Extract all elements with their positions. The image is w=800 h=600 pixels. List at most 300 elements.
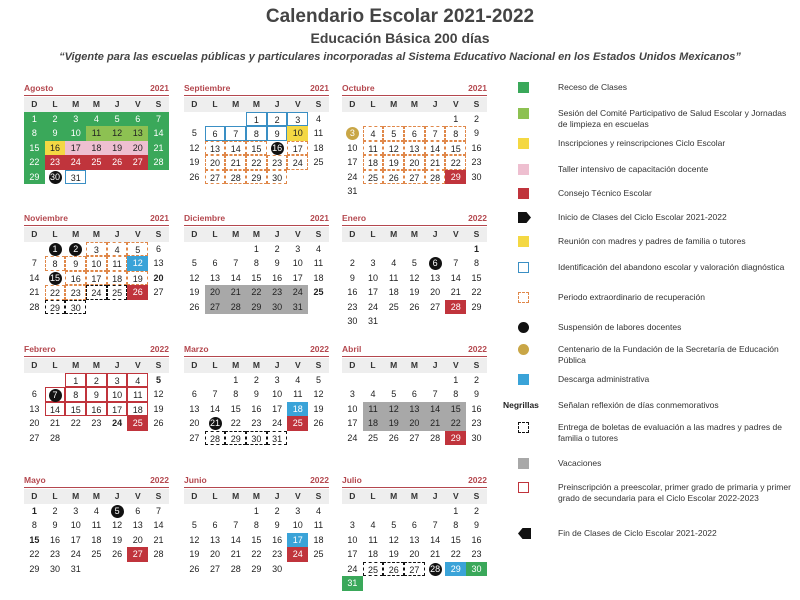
weekday-header: J [107, 97, 128, 112]
day-cell: 16 [347, 287, 358, 297]
day-cell: 22 [445, 416, 466, 431]
day-cell: 27 [127, 547, 148, 562]
month-year: 2021 [150, 83, 169, 93]
day-cell: 9 [473, 520, 479, 530]
empty-day [404, 373, 425, 388]
empty-day [45, 373, 66, 388]
day-cell [267, 141, 288, 156]
day-cell: 12 [127, 256, 148, 271]
month-days [24, 489, 169, 576]
legend-label: Reunión con madres y padres de familia o tutores [558, 236, 746, 246]
legend-label: Centenario de la Fundación de la Secretaría de Educación Pública [558, 344, 779, 365]
day-cell: 11 [389, 272, 399, 283]
month-name: Junio [184, 475, 207, 485]
day-cell: 30 [246, 431, 267, 446]
weekday-header: M [86, 489, 107, 504]
day-cell: 21 [425, 416, 446, 431]
weekday-header: D [342, 489, 363, 504]
month-name: Enero [342, 213, 367, 223]
day-cell: 22 [246, 155, 267, 170]
legend-swatch [518, 458, 529, 469]
day-cell: 3 [349, 389, 355, 399]
day-cell: 5 [191, 128, 197, 138]
day-cell: 6 [404, 126, 425, 141]
day-cell: 26 [189, 171, 200, 182]
month-name: Febrero [24, 344, 56, 354]
weekday-header: L [205, 227, 226, 242]
month-year: 2022 [310, 475, 329, 485]
day-cell: 31 [368, 316, 379, 326]
day-cell: 25 [107, 285, 128, 300]
weekday-header: M [383, 489, 404, 504]
day-cell: 14 [29, 272, 40, 283]
day-cell: 30 [50, 563, 61, 574]
day-cell: 3 [349, 520, 355, 530]
legend-swatch [518, 374, 529, 385]
day-cell: 14 [230, 272, 241, 283]
day-cell: 15 [445, 141, 466, 156]
day-cell: 15 [471, 272, 482, 283]
month-year: 2022 [150, 475, 169, 485]
legend-label: Suspensión de labores docentes [558, 322, 682, 332]
day-cell: 30 [347, 316, 358, 326]
day-cell: 8 [253, 520, 259, 530]
suspension-marker: 7 [49, 389, 62, 402]
weekday-header: S [148, 227, 169, 242]
month-days [184, 489, 329, 576]
weekday-header: D [342, 358, 363, 373]
day-cell: 4 [127, 373, 148, 388]
page-title: Calendario Escolar 2021-2022 [265, 6, 535, 27]
weekday-header: M [86, 227, 107, 242]
day-cell: 22 [251, 549, 262, 559]
day-cell: 13 [210, 534, 221, 545]
day-cell: 4 [107, 242, 128, 257]
weekday-header: V [287, 358, 308, 373]
day-cell: 11 [363, 141, 384, 156]
month-junio [184, 474, 329, 576]
day-cell: 20 [210, 549, 221, 559]
day-cell [45, 271, 66, 286]
day-cell: 9 [65, 256, 86, 271]
legend-swatch [518, 164, 529, 175]
day-cell: 8 [233, 389, 239, 399]
day-cell: 19 [383, 416, 404, 431]
day-cell: 14 [230, 534, 241, 545]
day-cell: 3 [73, 505, 79, 516]
day-cell: 14 [148, 126, 169, 141]
day-cell [45, 242, 66, 257]
suspension-marker: 28 [430, 563, 441, 574]
weekday-header: S [466, 358, 487, 373]
day-cell: 29 [471, 301, 482, 312]
day-cell: 14 [153, 520, 164, 530]
empty-day [24, 242, 45, 257]
day-cell: 24 [70, 549, 81, 559]
day-cell: 23 [251, 418, 262, 428]
weekday-header: V [127, 358, 148, 373]
legend-label: Inicio de Clases del Ciclo Escolar 2021-2022 [558, 212, 727, 222]
month-days [24, 358, 169, 445]
day-cell: 24 [287, 155, 308, 170]
month-year: 2021 [310, 83, 329, 93]
month-name: Octubre [342, 83, 375, 93]
weekday-header: V [445, 97, 466, 112]
day-cell: 27 [210, 563, 221, 574]
day-cell: 17 [368, 287, 379, 297]
empty-day [184, 504, 205, 519]
day-cell: 1 [473, 243, 479, 254]
day-cell: 5 [383, 126, 404, 141]
day-cell: 29 [246, 170, 267, 185]
day-cell: 8 [453, 520, 459, 530]
day-cell: 1 [233, 374, 239, 385]
day-cell: 4 [363, 126, 384, 141]
arrow-left-icon [518, 528, 531, 539]
day-cell: 5 [191, 520, 197, 530]
day-cell: 28 [225, 170, 246, 185]
weekday-header: J [267, 97, 288, 112]
day-cell: 28 [230, 563, 241, 574]
day-cell: 4 [391, 258, 397, 268]
empty-day [425, 504, 446, 519]
weekday-header: M [383, 358, 404, 373]
day-cell: 20 [205, 285, 226, 300]
centenary-marker: 3 [346, 127, 359, 140]
day-cell: 4 [295, 374, 301, 385]
day-cell: 22 [230, 418, 241, 428]
day-cell: 19 [112, 534, 123, 545]
day-cell: 8 [253, 258, 259, 268]
weekday-header: M [65, 358, 86, 373]
suspension-marker: 15 [50, 272, 61, 283]
day-cell: 31 [342, 576, 363, 591]
day-cell: 28 [425, 170, 446, 185]
month-enero [342, 212, 487, 329]
day-cell: 21 [29, 287, 40, 297]
day-cell: 10 [272, 389, 283, 399]
weekday-header: J [267, 227, 288, 242]
day-cell: 10 [292, 520, 303, 530]
month-header [342, 212, 487, 226]
day-cell: 23 [65, 285, 86, 300]
empty-day [363, 373, 384, 388]
day-cell: 23 [267, 155, 288, 170]
day-cell: 19 [388, 549, 399, 559]
legend-label: Preinscripción a preescolar, primer grado de primaria y primer grado de secundaria para el Ciclo Escolar 2022-2023 [558, 482, 791, 503]
day-cell: 10 [347, 403, 358, 414]
day-cell: 9 [253, 389, 259, 399]
month-header [342, 82, 487, 96]
day-cell: 14 [430, 534, 441, 545]
weekday-header: S [466, 227, 487, 242]
day-cell: 11 [107, 256, 128, 271]
day-cell: 26 [153, 418, 164, 428]
day-cell: 18 [313, 142, 324, 153]
day-cell: 2 [473, 505, 479, 516]
month-septiembre [184, 82, 329, 184]
day-cell: 19 [189, 287, 200, 297]
day-cell: 14 [45, 402, 66, 417]
weekday-header: L [45, 97, 66, 112]
day-cell: 4 [86, 112, 107, 127]
weekday-header: D [342, 97, 363, 112]
day-cell: 28 [205, 431, 226, 446]
legend-label: Consejo Técnico Escolar [558, 188, 652, 198]
empty-day [225, 112, 246, 127]
day-cell: 26 [189, 301, 200, 312]
day-cell: 23 [272, 549, 283, 559]
legend-swatch [518, 482, 529, 493]
month-julio [342, 474, 487, 591]
day-cell: 6 [127, 112, 148, 127]
day-cell: 21 [430, 549, 441, 559]
weekday-header: L [205, 358, 226, 373]
month-year: 2022 [468, 344, 487, 354]
empty-day [404, 504, 425, 519]
suspension-marker: 16 [272, 142, 283, 153]
day-cell: 9 [274, 520, 280, 530]
month-agosto [24, 82, 169, 184]
weekday-header: M [246, 97, 267, 112]
weekday-header: S [148, 358, 169, 373]
weekday-header: M [225, 489, 246, 504]
day-cell: 20 [132, 534, 143, 545]
day-cell: 17 [70, 534, 81, 545]
day-cell: 25 [313, 549, 324, 559]
day-cell: 10 [368, 272, 379, 283]
day-cell: 21 [50, 418, 61, 428]
day-cell: 25 [86, 155, 107, 170]
day-cell: 20 [29, 418, 40, 428]
weekday-header: S [308, 97, 329, 112]
day-cell [107, 504, 128, 519]
empty-day [363, 504, 384, 519]
day-cell: 28 [148, 155, 169, 170]
empty-day [383, 242, 404, 257]
day-cell: 10 [107, 387, 128, 402]
day-cell: 16 [471, 403, 482, 414]
day-cell: 5 [127, 242, 148, 257]
empty-day [184, 373, 205, 388]
day-cell: 11 [127, 387, 148, 402]
day-cell: 26 [112, 549, 123, 559]
day-cell: 27 [153, 287, 164, 297]
empty-day [383, 373, 404, 388]
day-cell: 15 [450, 534, 461, 545]
day-cell: 18 [388, 287, 399, 297]
weekday-header: J [425, 489, 446, 504]
day-cell: 9 [45, 126, 66, 141]
day-cell: 4 [315, 505, 321, 516]
day-cell: 17 [347, 157, 358, 167]
weekday-header: D [24, 489, 45, 504]
weekday-header: J [267, 358, 288, 373]
month-header [24, 474, 169, 488]
day-cell: 17 [65, 141, 86, 156]
legend-swatch [518, 138, 529, 149]
weekday-header: S [466, 97, 487, 112]
weekday-header: V [445, 489, 466, 504]
day-cell: 13 [29, 403, 40, 414]
day-cell: 1 [453, 113, 459, 124]
day-cell: 21 [425, 155, 446, 170]
day-cell: 18 [368, 549, 379, 559]
day-cell: 7 [225, 126, 246, 141]
day-cell: 24 [65, 155, 86, 170]
day-cell: 3 [287, 112, 308, 127]
day-cell [342, 126, 363, 141]
empty-day [225, 504, 246, 519]
day-cell: 13 [127, 126, 148, 141]
legend-swatch [518, 188, 529, 199]
day-cell: 22 [445, 155, 466, 170]
day-cell: 24 [347, 563, 358, 574]
day-cell: 15 [246, 141, 267, 156]
legend-swatch [518, 422, 529, 433]
day-cell: 22 [29, 549, 40, 559]
empty-day [342, 504, 363, 519]
day-cell: 22 [246, 285, 267, 300]
month-abril [342, 343, 487, 445]
legend-label: Sesión del Comité Participativo de Salud Escolar y Jornadas de limpieza en escuelas [558, 108, 787, 129]
day-cell: 16 [86, 402, 107, 417]
day-cell: 13 [210, 272, 221, 283]
day-cell: 29 [45, 300, 66, 315]
day-cell: 23 [347, 301, 358, 312]
legend-label: Señalan reflexión de días conmemorativos [558, 400, 719, 410]
day-cell: 29 [29, 563, 40, 574]
day-cell: 19 [189, 157, 200, 167]
day-cell: 8 [473, 258, 479, 268]
weekday-header: V [445, 227, 466, 242]
day-cell: 4 [93, 505, 99, 516]
day-cell: 30 [65, 300, 86, 315]
weekday-header: J [107, 358, 128, 373]
day-cell: 4 [370, 520, 376, 530]
day-cell: 11 [313, 258, 324, 268]
day-cell: 3 [370, 258, 376, 268]
day-cell: 19 [107, 141, 128, 156]
weekday-header: V [127, 489, 148, 504]
empty-day [24, 373, 45, 388]
day-cell: 17 [86, 271, 107, 286]
weekday-header: L [205, 97, 226, 112]
suspension-marker: 6 [429, 257, 442, 270]
month-name: Diciembre [184, 213, 226, 223]
month-name: Septiembre [184, 83, 231, 93]
day-cell: 18 [287, 402, 308, 417]
suspension-marker: 2 [69, 243, 82, 256]
day-cell: 27 [404, 170, 425, 185]
month-header [342, 474, 487, 488]
day-cell: 29 [445, 170, 466, 185]
day-cell: 16 [272, 534, 283, 545]
month-name: Julio [342, 475, 362, 485]
day-cell: 7 [31, 258, 37, 268]
weekday-header: J [425, 227, 446, 242]
day-cell: 24 [272, 418, 283, 428]
day-cell: 18 [86, 141, 107, 156]
weekday-header: M [246, 489, 267, 504]
day-cell: 10 [287, 126, 308, 141]
day-cell: 17 [292, 272, 303, 283]
weekday-header: D [184, 97, 205, 112]
month-days [184, 358, 329, 445]
weekday-header: S [148, 97, 169, 112]
day-cell: 21 [230, 549, 241, 559]
day-cell: 6 [191, 389, 197, 399]
month-header [24, 343, 169, 357]
weekday-header: D [184, 489, 205, 504]
day-cell: 17 [272, 403, 283, 414]
day-cell: 2 [86, 373, 107, 388]
day-cell: 11 [363, 402, 384, 417]
day-cell: 25 [287, 416, 308, 431]
day-cell: 24 [347, 432, 358, 443]
day-cell: 23 [45, 155, 66, 170]
day-cell: 25 [388, 301, 399, 312]
day-cell: 16 [471, 534, 482, 545]
weekday-header: J [107, 489, 128, 504]
month-header [342, 343, 487, 357]
day-cell: 15 [251, 534, 262, 545]
weekday-header: L [363, 489, 384, 504]
month-diciembre [184, 212, 329, 314]
day-cell: 19 [127, 271, 148, 286]
day-cell: 1 [31, 505, 37, 516]
day-cell: 8 [445, 126, 466, 141]
day-cell: 16 [272, 272, 283, 283]
weekday-header: S [466, 489, 487, 504]
day-cell: 5 [315, 374, 321, 385]
day-cell: 17 [347, 549, 358, 559]
month-noviembre [24, 212, 169, 314]
day-cell: 12 [409, 272, 420, 283]
day-cell: 9 [52, 520, 58, 530]
day-cell: 19 [313, 403, 324, 414]
day-cell: 7 [432, 520, 438, 530]
day-cell: 6 [205, 126, 226, 141]
day-cell: 9 [274, 258, 280, 268]
day-cell: 30 [471, 432, 482, 443]
empty-day [363, 112, 384, 127]
weekday-header: M [404, 358, 425, 373]
day-cell: 7 [233, 258, 239, 268]
weekday-header: D [24, 97, 45, 112]
day-cell: 14 [425, 141, 446, 156]
day-cell: 11 [368, 534, 378, 545]
legend-label: Entrega de boletas de evaluación a las madres y padres de familia o tutores [558, 422, 782, 443]
day-cell: 2 [473, 374, 479, 385]
day-cell: 5 [391, 389, 397, 399]
day-cell: 15 [230, 403, 241, 414]
month-days [24, 227, 169, 314]
day-cell: 10 [65, 126, 86, 141]
day-cell: 3 [274, 374, 280, 385]
weekday-header: S [148, 489, 169, 504]
day-cell: 3 [295, 243, 301, 254]
day-cell: 29 [225, 431, 246, 446]
day-cell: 28 [153, 549, 164, 559]
day-cell: 10 [292, 258, 303, 268]
day-cell: 6 [155, 243, 161, 254]
day-cell: 8 [453, 389, 459, 399]
day-cell: 7 [148, 112, 169, 127]
empty-day [425, 242, 446, 257]
weekday-header: S [308, 489, 329, 504]
day-cell: 8 [24, 126, 45, 141]
